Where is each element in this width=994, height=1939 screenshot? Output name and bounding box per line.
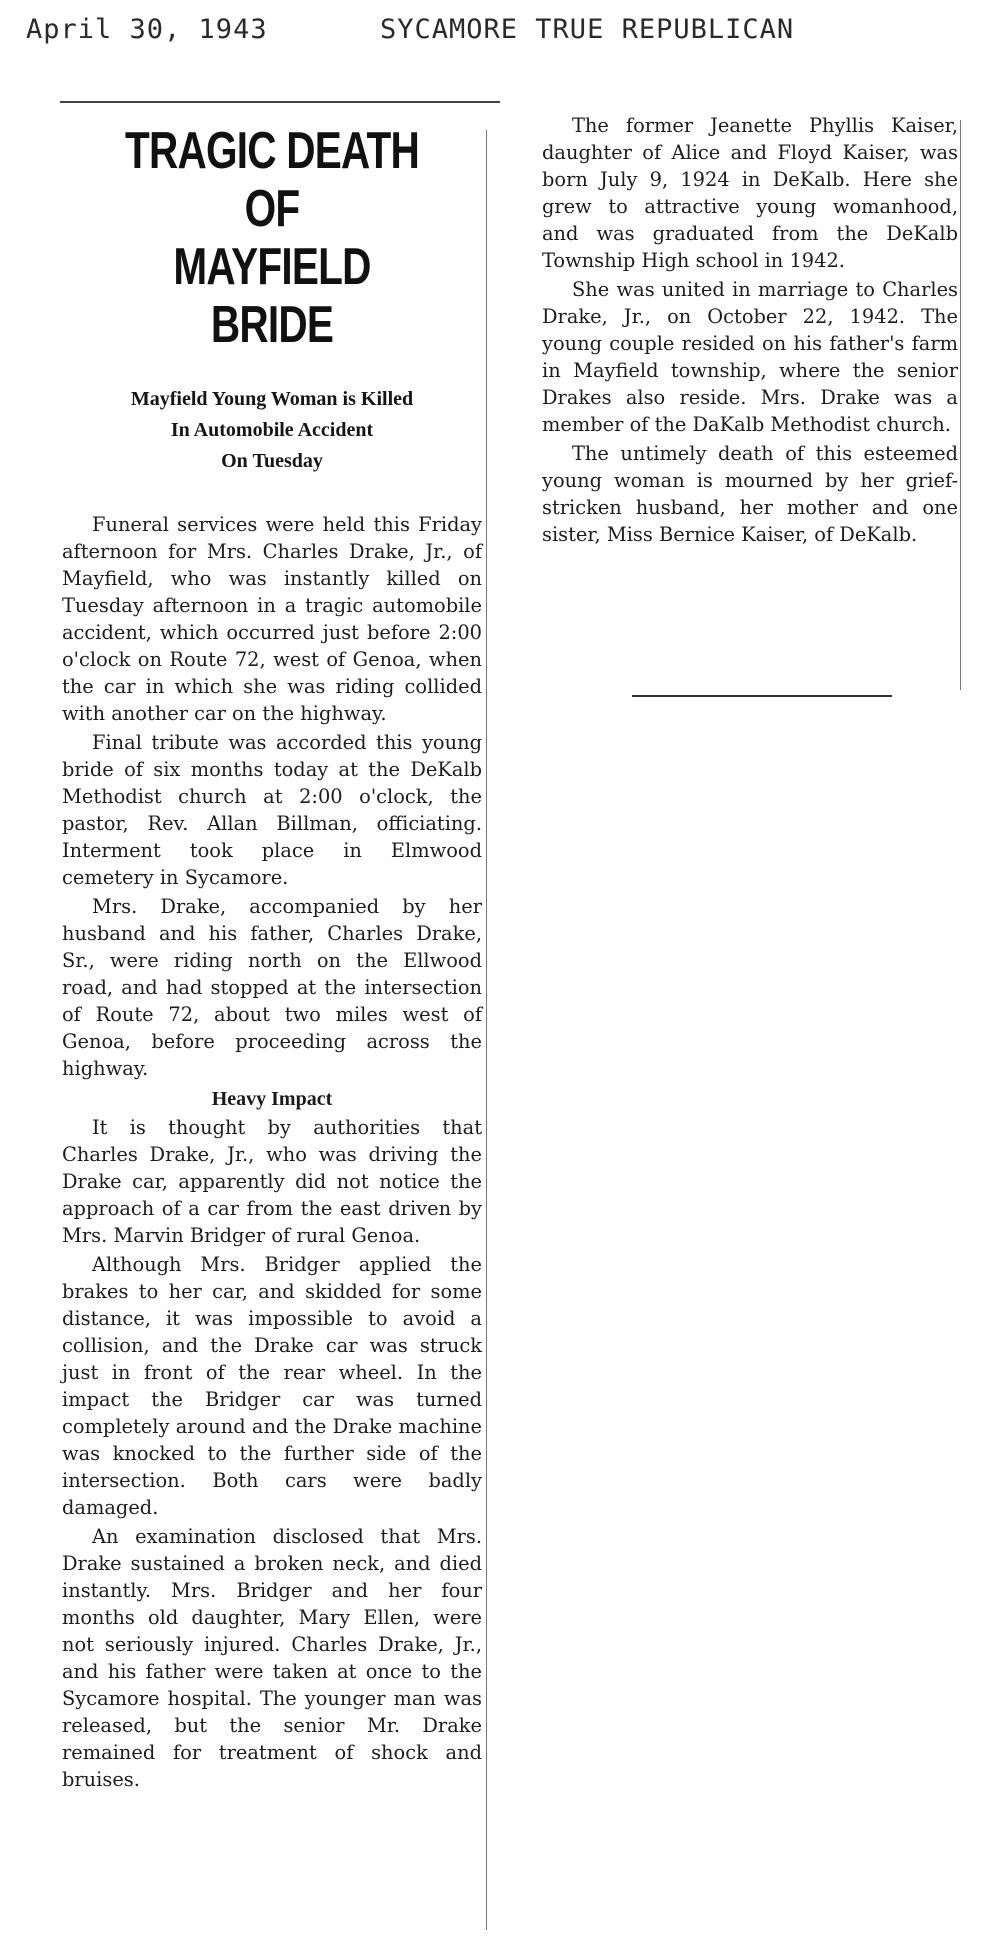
headline-line-2: MAYFIELD BRIDE: [173, 238, 371, 354]
section-heading: Heavy Impact: [211, 1088, 333, 1110]
subheadline-line-3: On Tuesday: [221, 450, 323, 472]
article-paragraph: An examination disclosed that Mrs. Drake sustained a broken neck, and died instantly. Mrs. Bridger and her four months old daughter, Mary Ellen, were not seriously injured. Charles Drake, Jr., and his father were taken at once to the Sycamore hospital. The younger man was released, but the senior Mr. Drake remained for treatment of shock and bruises.: [62, 1525, 482, 1791]
article-paragraph: Final tribute was accorded this young bride of six months today at the DeKalb Methodist church at 2:00 o'clock, the pastor, Rev. Allan Billman, officiating. Interment took place in Elmwood cemetery in Sycamore.: [62, 731, 482, 889]
article-column-1: [62, 112, 482, 1795]
subheadline-line-2: In Automobile Accident: [170, 419, 374, 441]
headline: [108, 122, 436, 354]
article-paragraph: It is thought by authorities that Charles Drake, Jr., who was driving the Drake car, apparently did not notice the approach of a car from the east driven by Mrs. Marvin Bridger of rural Genoa.: [62, 1116, 482, 1247]
subheadline: [62, 384, 482, 477]
article-paragraph: Although Mrs. Bridger applied the brakes to her car, and skidded for some distance, it was impossible to avoid a collision, and the Drake car was struck just in front of the rear wheel. In the impact the Bridger car was turned completely around and the Drake machine was knocked to the further side of the intersection. Both cars were badly damaged.: [62, 1253, 482, 1519]
column-divider-left: [486, 130, 487, 1930]
article-paragraph: She was united in marriage to Charles Drake, Jr., on October 22, 1942. The young couple resided on his father's farm in Mayfield township, where the senior Drakes also reside. Mrs. Drake was a member of the DaKalb Methodist church.: [542, 278, 958, 436]
article-paragraph: Funeral services were held this Friday afternoon for Mrs. Charles Drake, Jr., of Mayfield, who was instantly killed on Tuesday afternoon in a tragic automobile accident, which occurred just before 2:00 o'clock on Route 72, west of Genoa, when the car in which she was riding collided with another car on the highway.: [62, 513, 482, 725]
subheadline-line-1: Mayfield Young Woman is Killed: [130, 388, 414, 410]
clipping-date: April 30, 1943: [26, 14, 268, 45]
headline-line-1: TRAGIC DEATH OF: [124, 122, 420, 238]
article-paragraph: The untimely death of this esteemed young woman is mourned by her grief-stricken husband, her mother and one sister, Miss Bernice Kaiser, of DeKalb.: [542, 442, 958, 546]
article-column-2: [542, 112, 958, 550]
column-divider-right: [960, 120, 961, 690]
newspaper-name: SYCAMORE TRUE REPUBLICAN: [380, 14, 795, 45]
article-paragraph: Mrs. Drake, accompanied by her husband and his father, Charles Drake, Sr., were riding north on the Ellwood road, and had stopped at the intersection of Route 72, about two miles west of Genoa, before proceeding across the highway.: [62, 895, 482, 1080]
article-end-rule: [632, 695, 892, 697]
article-paragraph: The former Jeanette Phyllis Kaiser, daughter of Alice and Floyd Kaiser, was born July 9, 1924 in DeKalb. Here she grew to attractive young womanhood, and was graduated from the DeKalb Township High school in 1942.: [542, 114, 958, 272]
column-top-rule: [60, 101, 500, 103]
